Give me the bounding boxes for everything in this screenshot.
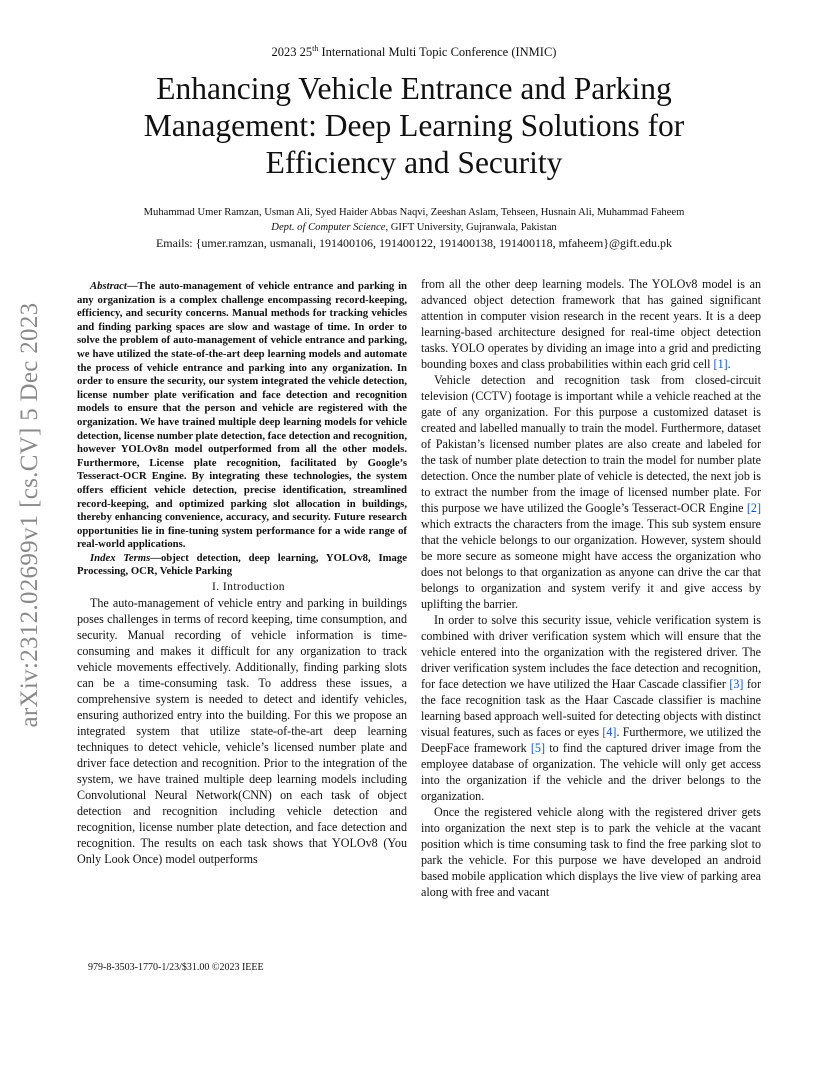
body-paragraph: Once the registered vehicle along with the registered driver gets into organization the next step is to park the vehicle at the vacant position which is time consuming task to find the free parking slot to park the vehicle. For this purpose we have developed an android based mobile application which displays the live view of parking area along with free and vacant <box>421 805 761 899</box>
citation-link[interactable]: [5] <box>530 741 546 755</box>
citation-link[interactable]: [1] <box>713 357 728 371</box>
conference-header: 2023 25th International Multi Topic Conference (INMIC) <box>271 44 557 60</box>
section-heading: I. Introduction <box>212 580 285 594</box>
left-column <box>77 280 407 867</box>
index-terms: Index Terms—object detection, deep learning, YOLOv8, Image Processing, OCR, Vehicle Parking <box>77 551 407 578</box>
body-paragraph: In order to solve this security issue, vehicle verification system is combined with driver verification system which will ensure that the vehicle entered into the organization with the registered driver. The driver verification system includes the face detection and recognition, for face detection we have utilized the Haar Cascade classifier [3] for the face recognition task as the Haar Cascade classifier is machine learning based approach well-suited for detecting objects with distinct visual features, such as faces or eyes [4]. Furthermore, we utilized the DeepFace framework [5] to find the captured driver image from the employee database of organization. The vehicle will only get access into the organization if the vehicle and the driver belongs to the organization. <box>421 613 761 803</box>
paper-title <box>60 70 768 181</box>
author-list: Muhammad Umer Ramzan, Usman Ali, Syed Haider Abbas Naqvi, Zeeshan Aslam, Tehseen, Husnain Ali, Muhammad Faheem <box>143 207 685 218</box>
title-line: Enhancing Vehicle Entrance and Parking <box>156 71 672 106</box>
citation-link[interactable]: [3] <box>729 677 744 691</box>
affiliation: Dept. of Computer Science, GIFT University, Gujranwala, Pakistan <box>271 222 557 233</box>
citation-link[interactable]: [4] <box>602 725 617 739</box>
intro-paragraph: The auto-management of vehicle entry and parking in buildings poses challenges in terms of record keeping, time consumption, and security. Manual recording of vehicle information is time-consuming and makes it difficult for any organization to track vehicle movements effectively. Additionally, finding parking slots can be a time-consuming task. To address these issues, a comprehensive system is needed to detect and identify vehicles, ensuring authorized entry into the building. For this we propose an integrated system that utilize state-of-the-art deep learning techniques to detect vehicle, vehicle’s licensed number plate and driver face detection and recognition. Prior to the integration of the system, we have trained multiple deep learning models including Convolutional Neural Network(CNN) on each task of object detection and recognition including vehicle detection and recognition, license number plate detection, and face detection and recognition. The results on each task shows that YOLOv8 (You Only Look Once) model outperforms <box>77 596 407 867</box>
title-line: Management: Deep Learning Solutions for <box>143 108 685 143</box>
abstract: Abstract—The auto-management of vehicle entrance and parking in any organization is a complex challenge encompassing record-keeping, efficiency, and security concerns. Manual methods for tracking vehicles and finding parking spaces are slow and wastage of time. In order to solve the problem of auto-management of vehicle entrance and parking, we have utilized the state-of-the-art deep learning models and automate the process of vehicle entrance and parking into any organization. In order to ensure the security, our system integrated the vehicle detection, license number plate verification and face detection and recognition models to ensure that the person and vehicle are registered with the organization. We have trained multiple deep learning models for vehicle detection, license number plate detection, face detection and recognition, however YOLOv8n model outperformed from all the other models. Furthermore, License plate recognition, facilitated by Google’s Tesseract-OCR Engine. By integrating these technologies, the system offers efficient vehicle detection, precise identification, streamlined record-keeping, and optimized parking slot allocation in buildings, thereby enhancing convenience, accuracy, and security. Future research opportunities lie in fine-tuning system performance for a wide range of real-world applications. <box>77 280 407 551</box>
copyright-footer: 979-8-3503-1770-1/23/$31.00 ©2023 IEEE <box>88 962 264 973</box>
body-paragraph: Vehicle detection and recognition task from closed-circuit television (CCTV) footage is important while a vehicle reached at the gate of any organization. For this purpose a customized dataset is created and labelled manually to train the model. Furthermore, dataset of Pakistan’s licensed number plates are also create and labeled for the task of number plate detection to train the model for number plate detection. Once the number plate of vehicle is detected, the next job is to extract the number from the image of licensed number plate. For this purpose we have utilized the Google’s Tesseract-OCR Engine [2] which extracts the characters from the image. This sub system ensure that the vehicle belongs to our organization. However, system should be more secure as someone might have access the organization who does not belongs to that organization as anyone can drive the car that belongs to organization and system verify it and give access by uplifting the barrier. <box>421 373 761 611</box>
body-paragraph: from all the other deep learning models. The YOLOv8 model is an advanced object detection framework that has gained significant attention in computer vision research in the recent years. It is a deep learning-based architecture designed for real-time object detection tasks. YOLO operates by dividing an image into a grid and predicting bounding boxes and class probabilities within each grid cell [1]. <box>421 277 761 371</box>
emails: Emails: {umer.ramzan, usmanali, 191400106, 191400122, 191400138, 191400118, mfaheem}@gift.edu.pk <box>155 236 673 250</box>
arxiv-stamp: arXiv:2312.02699v1 [cs.CV] 5 Dec 2023 <box>16 302 43 728</box>
citation-link[interactable]: [2] <box>746 501 761 515</box>
author-block <box>40 205 788 251</box>
right-column <box>421 276 761 900</box>
title-line: Efficiency and Security <box>265 145 563 180</box>
